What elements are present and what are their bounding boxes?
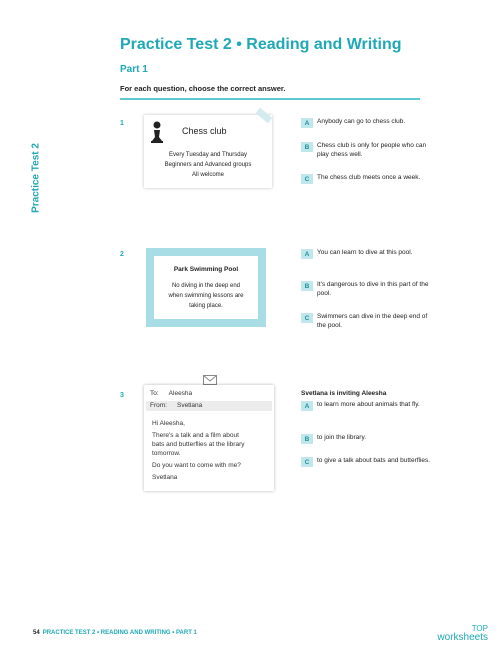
sign-line: Beginners and Advanced groups	[164, 162, 252, 168]
sign-title: Chess club	[182, 126, 227, 136]
option-text: You can learn to dive at this pool.	[317, 249, 413, 256]
sign-panel	[154, 256, 258, 319]
tape-decoration	[256, 108, 273, 124]
option-letter: B	[301, 142, 313, 152]
footer	[33, 630, 197, 636]
sign-line: No diving in the deep end	[171, 283, 241, 289]
email-body-line: bats and butterflies at the library	[152, 441, 245, 448]
brand-logo	[437, 624, 488, 642]
option-text: to give a talk about bats and butterflies.	[317, 457, 431, 464]
option-letter: A	[301, 401, 313, 411]
divider	[120, 98, 420, 100]
option-text: It's dangerous to dive in this part of the pool.	[317, 281, 429, 297]
brand-bottom: worksheets	[437, 632, 488, 643]
chess-pawn-icon	[150, 121, 164, 143]
option-text: to learn more about animals that fly.	[317, 401, 420, 408]
option-text: Chess club is only for people who can play chess well.	[317, 142, 427, 158]
answer-option-1b[interactable]	[301, 142, 431, 159]
question-number: 1	[120, 120, 124, 127]
email-to-row	[150, 390, 192, 397]
question-number: 2	[120, 251, 124, 258]
page-number: 54	[33, 630, 40, 636]
footer-text: PRACTICE TEST 2 • READING AND WRITING • PART 1	[42, 630, 197, 636]
answer-option-1c[interactable]	[301, 174, 431, 184]
from-value: Svetlana	[176, 402, 203, 409]
sign-line: when swimming lessons are	[168, 293, 244, 299]
question-number: 3	[120, 392, 124, 399]
answer-option-1a[interactable]	[301, 118, 431, 128]
page-title: Practice Test 2 • Reading and Writing	[120, 36, 402, 53]
sign-line: taking place.	[189, 303, 223, 309]
to-value: Aleesha	[168, 390, 193, 397]
email-question: Do you want to come with me?	[152, 462, 241, 469]
sign-title: Park Swimming Pool	[173, 266, 239, 273]
question-lead: Svetlana is inviting Aleesha	[301, 390, 387, 397]
side-tab-label: Practice Test 2	[30, 142, 42, 213]
side-tab	[28, 130, 44, 225]
option-text: to join the library.	[317, 434, 367, 441]
instruction: For each question, choose the correct answer.	[120, 84, 286, 93]
email-message	[144, 385, 274, 491]
option-letter: A	[301, 118, 313, 128]
sign-line: All welcome	[191, 172, 224, 178]
answer-option-3b[interactable]	[301, 434, 431, 444]
option-letter: B	[301, 434, 313, 444]
email-body-line: tomorrow.	[152, 450, 181, 457]
answer-option-2b[interactable]	[301, 281, 431, 298]
option-letter: C	[301, 313, 313, 323]
answer-option-2a[interactable]	[301, 249, 431, 259]
email-from-row	[150, 402, 202, 409]
sign-line: Every Tuesday and Thursday	[169, 152, 247, 158]
email-body-line: There's a talk and a film about	[152, 432, 239, 439]
answer-option-3c[interactable]	[301, 457, 431, 467]
swimming-pool-sign	[146, 248, 266, 327]
option-text: Anybody can go to chess club.	[317, 118, 406, 125]
answer-option-3a[interactable]	[301, 401, 431, 411]
from-label: From:	[150, 402, 167, 409]
part-title: Part 1	[120, 64, 148, 75]
option-letter: C	[301, 457, 313, 467]
option-text: Swimmers can dive in the deep end of the pool.	[317, 313, 428, 329]
email-signoff: Svetlana	[152, 474, 178, 481]
option-letter: A	[301, 249, 313, 259]
option-letter: C	[301, 174, 313, 184]
chess-club-sign	[144, 115, 272, 188]
envelope-icon	[203, 375, 217, 385]
brand-top: TOP	[471, 624, 488, 633]
answer-option-2c[interactable]	[301, 313, 431, 330]
to-label: To:	[150, 390, 159, 397]
option-text: The chess club meets once a week.	[317, 174, 421, 181]
option-letter: B	[301, 281, 313, 291]
email-greeting: Hi Aleesha,	[152, 420, 185, 427]
